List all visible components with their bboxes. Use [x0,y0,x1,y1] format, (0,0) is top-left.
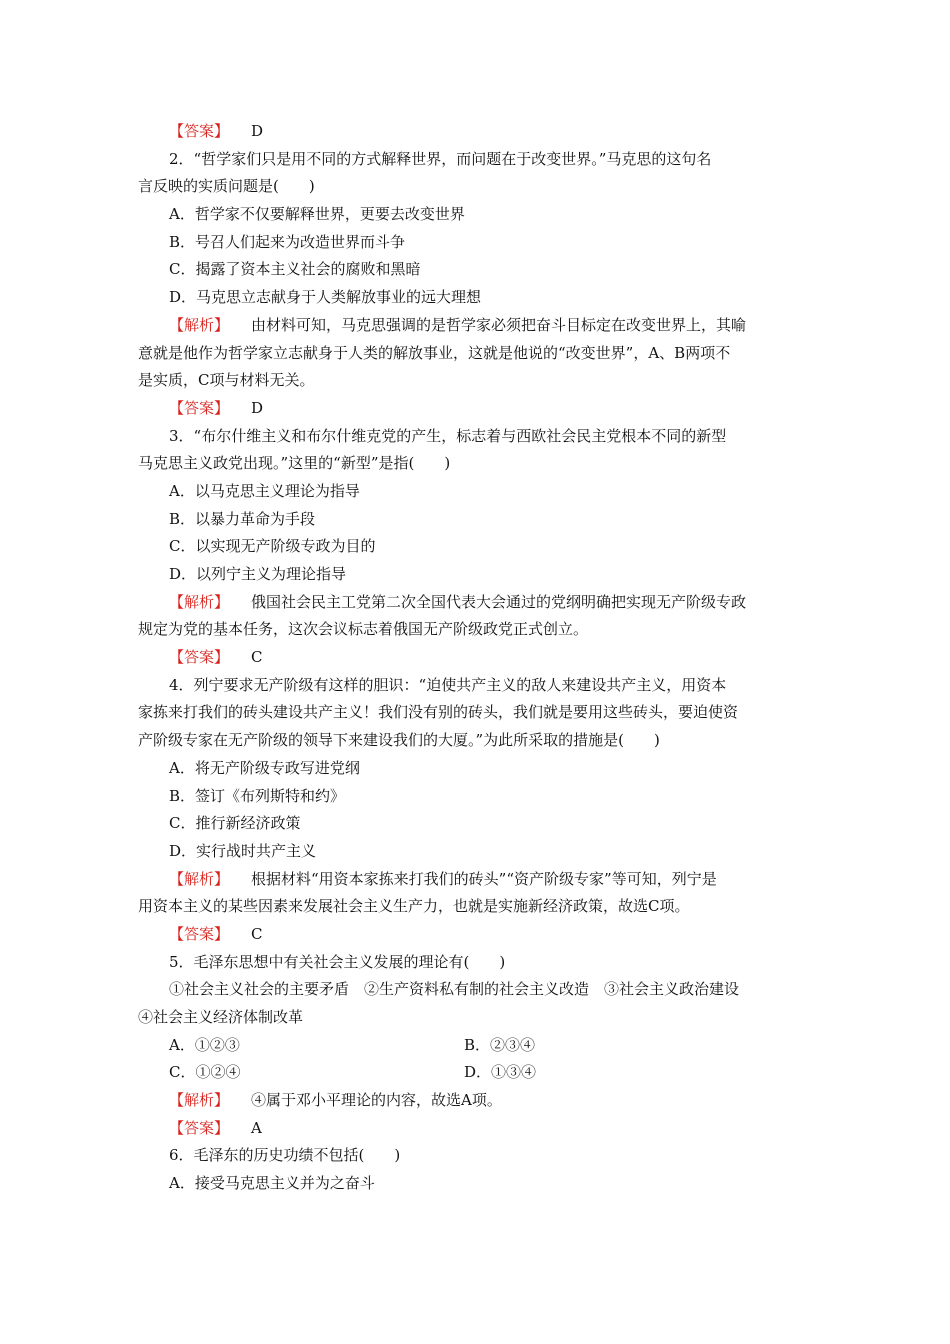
question-stem: 言反映的实质问题是( ) [138,177,315,196]
q5-answer-line [138,1115,818,1143]
option: A．哲学家不仅要解释世界，更要去改变世界 [169,205,465,224]
option: D．实行战时共产主义 [169,841,317,860]
analysis-text: 由材料可知，马克思强调的是哲学家必须把奋斗目标定在改变世界上，其喻 [251,315,747,334]
question-stem: 2．“哲学家们只是用不同的方式解释世界，而问题在于改变世界。”马克思的这句名 [169,149,712,168]
analysis-text: 根据材料“用资本家拣来打我们的砖头”“资产阶级专家”等可知，列宁是 [251,869,717,888]
option: C．推行新经济政策 [169,814,301,833]
answer-tag: 【答案】 [169,122,230,140]
q1-answer-line [138,118,818,146]
q4-answer-line [138,921,818,949]
option: A．以马克思主义理论为指导 [169,481,360,500]
document-page [138,118,818,1198]
analysis-text: 是实质，C项与材料无关。 [138,371,315,390]
analysis-text: 俄国社会民主工党第二次全国代表大会通过的党纲明确把实现无产阶级专政 [251,592,747,611]
option: C．揭露了资本主义社会的腐败和黑暗 [169,260,421,279]
answer-tag: 【答案】 [169,398,230,417]
option: C．以实现无产阶级专政为目的 [169,537,376,556]
option: A．接受马克思主义并为之奋斗 [169,1174,375,1193]
option: A．①②③ [169,1035,240,1054]
analysis-tag: 【解析】 [169,315,230,334]
question-stem: 产阶级专家在无产阶级的领导下来建设我们的大厦。”为此所采取的措施是( ) [138,731,660,750]
options-row [138,1032,818,1060]
analysis-text: 意就是他作为哲学家立志献身于人类的解放事业，这就是他说的“改变世界”，A、B两项不 [138,343,731,362]
answer-tag: 【答案】 [169,648,230,667]
option: D．①③④ [464,1063,537,1082]
answer-value: D [251,398,264,417]
option: B．②③④ [464,1035,536,1054]
question-items: ①社会主义社会的主要矛盾 ②生产资料私有制的社会主义改造 ③社会主义政治建设 [169,980,740,999]
options-row [138,1059,818,1087]
option: C．①②④ [169,1063,241,1082]
q3-answer-line [138,644,818,672]
analysis-text: 用资本主义的某些因素来发展社会主义生产力，也就是实施新经济政策，故选C项。 [138,897,690,916]
option: A．将无产阶级专政写进党纲 [169,758,360,777]
analysis-line [138,589,818,617]
option: D．马克思立志献身于人类解放事业的远大理想 [169,288,482,307]
question-stem: 4．列宁要求无产阶级有这样的胆识：“迫使共产主义的敌人来建设共产主义，用资本 [169,675,727,694]
question-stem: 马克思主义政党出现。”这里的“新型”是指( ) [138,454,451,473]
option: B．号召人们起来为改造世界而斗争 [169,232,406,251]
analysis-line [138,1087,818,1115]
answer-value: A [251,1118,262,1137]
question-stem: 3．“布尔什维主义和布尔什维克党的产生，标志着与西欧社会民主党根本不同的新型 [169,426,727,445]
answer-tag: 【答案】 [169,1118,230,1137]
answer-value: C [251,648,263,667]
analysis-text: 规定为党的基本任务，这次会议标志着俄国无产阶级政党正式创立。 [138,620,589,639]
option: D．以列宁主义为理论指导 [169,565,347,583]
answer-value: D [251,122,264,140]
analysis-line [138,312,818,340]
analysis-text: ④属于邓小平理论的内容，故选A项。 [251,1091,502,1110]
analysis-line [138,866,818,894]
question-items: ④社会主义经济体制改革 [138,1008,304,1026]
q2-answer-line [138,395,818,423]
analysis-tag: 【解析】 [169,869,230,888]
analysis-tag: 【解析】 [169,592,230,611]
answer-value: C [251,924,263,943]
analysis-tag: 【解析】 [169,1091,230,1110]
option: B．签订《布列斯特和约》 [169,786,346,805]
question-stem: 家拣来打我们的砖头建设共产主义！我们没有别的砖头，我们就是要用这些砖头，要迫使资 [138,703,739,722]
answer-tag: 【答案】 [169,924,230,943]
option: B．以暴力革命为手段 [169,509,316,528]
question-stem: 5．毛泽东思想中有关社会主义发展的理论有( ) [169,952,506,971]
question-stem: 6．毛泽东的历史功绩不包括( ) [169,1146,401,1165]
